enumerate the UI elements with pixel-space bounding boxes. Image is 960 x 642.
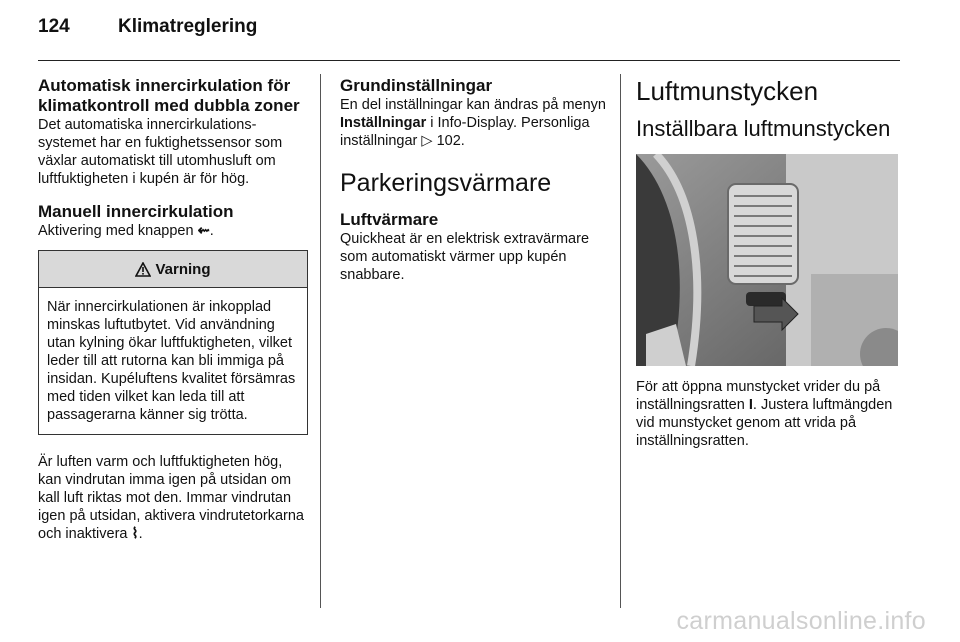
page-reference-arrow-icon: ▷	[421, 133, 433, 149]
paragraph-auto-recirculation: Det automatiska innercirkulationssystemet har en fuktighetssensor som växlar automatiskt till utomhusluft om luftfuktigheten i kupén är för hög.	[38, 117, 283, 187]
warning-title: Varning	[155, 260, 211, 278]
watermark: carmanualsonline.info	[676, 607, 926, 635]
heading-auto-recirculation: Automatisk innercirkulation för klimatkontroll med dubbla zoner	[38, 76, 300, 115]
heading-basic-settings: Grundinställningar	[340, 76, 493, 95]
warning-text: När innercirkulationen är inkopplad minskas luftutbytet. Vid användning utan kylning ökar luftfuktigheten, vilket leder till att rutorna kan bli immiga på insidan. Kupéluftens kvalitet försämras med tiden vilket kan leda till att passagerarna känner sig trötta.	[47, 299, 296, 423]
heading-adjustable-vents: Inställbara luftmunstycken	[636, 116, 891, 141]
page-number: 124	[38, 16, 70, 37]
vent-grille	[728, 184, 798, 284]
wiper-icon: ⌇	[131, 526, 139, 542]
paragraph-air-heater: Quickheat är en elektrisk extravärmare som automatiskt värmer upp kupén snabbare.	[340, 231, 590, 283]
heading-parking-heater: Parkeringsvärmare	[340, 169, 552, 197]
column-2	[340, 76, 608, 284]
header-divider	[38, 60, 900, 61]
recirculation-icon: ⇜	[197, 223, 210, 239]
page-header	[38, 16, 257, 46]
chapter-title: Klimatreglering	[118, 16, 258, 37]
heading-air-vents: Luftmunstycken	[636, 76, 819, 106]
heading-manual-recirculation: Manuell innercirkulation	[38, 202, 234, 221]
paragraph-humidity: Är luften varm och luftfuktigheten hög, kan vindrutan imma igen på utsidan om kall luft riktas mot den. Immar vindrutan igen på utsidan, aktivera vindrutetorkarna och inaktivera ⌇.	[38, 454, 304, 542]
column-divider-1	[320, 74, 321, 608]
heading-air-heater: Luftvärmare	[340, 210, 439, 229]
warning-box	[38, 250, 308, 435]
warning-triangle-icon	[135, 262, 151, 277]
column-divider-2	[620, 74, 621, 608]
adjustment-wheel-mark: I	[748, 397, 753, 413]
air-vent-photo	[636, 154, 898, 366]
column-3	[636, 76, 902, 450]
paragraph-basic-settings: En del inställningar kan ändras på menyn Inställningar i Info-Display. Personliga inställningar ▷ 102.	[340, 97, 606, 149]
paragraph-vent-operation: För att öppna munstycket vrider du på inställningsratten I. Justera luftmängden vid munstycket genom att vrida på inställningsratten.	[636, 379, 893, 449]
paragraph-manual-activation: Aktivering med knappen ⇜.	[38, 223, 214, 239]
warning-header	[39, 251, 307, 288]
settings-menu-label: Inställningar	[340, 115, 427, 131]
column-1	[38, 76, 308, 543]
